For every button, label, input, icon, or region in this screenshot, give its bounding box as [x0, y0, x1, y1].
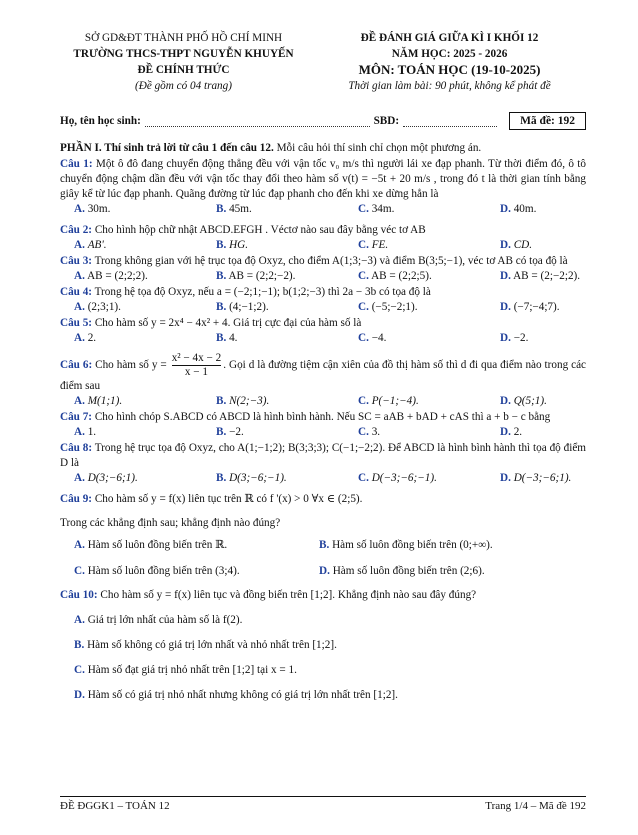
question-7-options [60, 425, 586, 440]
option-b[interactable]: B. N(2;−3). [216, 395, 270, 407]
question-3-options [60, 269, 586, 284]
option-c[interactable]: C. 34m. [358, 203, 395, 215]
time-note: Thời gian làm bài: 90 phút, không kể phát đề [348, 80, 551, 92]
option-d[interactable]: D. AB = (2;−2;2). [500, 270, 581, 282]
exam-title: ĐỀ ĐÁNH GIÁ GIỮA KÌ I KHỐI 12 [360, 32, 539, 44]
question-number: Câu 3: [60, 255, 93, 267]
question-1 [60, 157, 586, 202]
option-a[interactable]: A. 1. [74, 426, 97, 438]
question-number: Câu 10: [60, 589, 98, 601]
student-info-line [60, 110, 586, 132]
option-d[interactable]: D. Hàm số luôn đồng biến trên (2;6). [319, 565, 485, 577]
question-1-options [60, 202, 586, 217]
question-number: Câu 6: [60, 359, 93, 372]
question-number: Câu 5: [60, 317, 93, 329]
fraction-numerator: x² − 4x − 2 [171, 352, 222, 364]
subject-title: MÔN: TOÁN HỌC (19-10-2025) [358, 62, 541, 77]
question-number: Câu 2: [60, 224, 93, 236]
option-c[interactable]: C. AB = (2;2;5). [358, 270, 432, 282]
question-text-b: . Gọi d là đường tiệm cận xiên của đồ thị hàm số thì d đi qua điểm nào trong các điểm sau [60, 359, 587, 392]
sbd-field[interactable] [403, 115, 497, 127]
option-a[interactable]: A. Giá trị lớn nhất của hàm số là f(2). [74, 614, 243, 626]
question-text: Cho hình chóp S.ABCD có ABCD là hình bình hành. Nếu SC = aAB + bAD + cAS thì a + b − c bằng [92, 411, 551, 423]
question-text: Cho hình hộp chữ nhật ABCD.EFGH . Véctơ nào sau đây bằng véc tơ AB [92, 224, 426, 236]
pages-note: (Đề gồm có 04 trang) [135, 80, 232, 92]
fraction [172, 352, 222, 379]
question-9-subtext: Trong các khẳng định sau; khẳng định nào đúng? [60, 517, 281, 529]
question-6-options [60, 394, 586, 409]
option-a[interactable]: A. (2;3;1). [74, 301, 121, 313]
option-c[interactable]: C. −4. [358, 332, 387, 344]
question-10-options [60, 612, 586, 703]
question-text: Cho hàm số y = f(x) liên tục trên ℝ có f '(x) > 0 ∀x ∈ (2;5). [92, 493, 363, 505]
sbd-label: SBD: [373, 115, 400, 127]
official-label: ĐỀ CHÍNH THỨC [137, 64, 230, 76]
option-a[interactable]: A. M(1;1). [74, 395, 123, 407]
option-c[interactable]: C. D(−3;−6;−1). [358, 472, 437, 484]
option-b[interactable]: B. −2. [216, 426, 244, 438]
option-d[interactable]: D. CD. [500, 239, 533, 251]
fraction-denominator: x − 1 [184, 366, 208, 378]
option-d[interactable]: D. −2. [500, 332, 529, 344]
option-b[interactable]: B. HG. [216, 239, 249, 251]
question-6 [60, 352, 586, 394]
option-c[interactable]: C. FE. [358, 239, 389, 251]
school-year: NĂM HỌC: 2025 - 2026 [391, 48, 508, 60]
question-8-options [60, 471, 586, 486]
option-a[interactable]: A. D(3;−6;1). [74, 472, 138, 484]
footer-left: ĐỀ ĐGGK1 – TOÁN 12 [60, 800, 170, 812]
question-9-options [60, 537, 586, 579]
student-name-field[interactable] [145, 115, 370, 127]
page-footer [60, 796, 586, 812]
question-number: Câu 4: [60, 286, 93, 298]
student-name-label: Họ, tên học sinh: [60, 115, 141, 127]
option-b[interactable]: B. D(3;−6;−1). [216, 472, 287, 484]
question-2 [60, 223, 586, 238]
option-a[interactable]: A. Hàm số luôn đồng biến trên ℝ. [74, 539, 228, 551]
exam-code-box: Mã đề: 192 [509, 112, 586, 130]
option-c[interactable]: C. 3. [358, 426, 381, 438]
option-d[interactable]: D. Hàm số có giá trị nhỏ nhất nhưng không có giá trị lớn nhất trên [1;2]. [74, 689, 398, 701]
exam-header [60, 0, 586, 94]
option-c[interactable]: C. (−5;−2;1). [358, 301, 418, 313]
part1-title: PHẦN I. Thí sinh trả lời từ câu 1 đến câu 12. [60, 142, 274, 154]
school-name: TRƯỜNG THCS-THPT NGUYỄN KHUYẾN [73, 48, 294, 60]
question-text: Trong hệ trục tọa độ Oxyz, cho A(1;−1;2); B(3;3;3); C(−1;−2;2). Để ABCD là hình bình hành thì tọa độ điểm D là [60, 442, 586, 469]
footer-right: Trang 1/4 – Mã đề 192 [485, 800, 586, 812]
question-text: Một ô đô đang chuyển động thẳng đều với vận tốc v₀ m/s thì người lái xe đạp phanh. Từ thời điểm đó, ô tô chuyển động chậm dần đều với vận tốc thay đổi theo hàm số v(t) = −5t + 20 m/s , trong đó t là thời gian tính bằng giây kể từ lúc đạp phanh. Quãng đường từ lúc đạp phanh cho đến khi xe dừng hẳn là [60, 158, 586, 200]
question-text: Trong hệ tọa độ Oxyz, nếu a = (−2;1;−1); b(1;2;−3) thì 2a − 3b có tọa độ là [92, 286, 431, 298]
question-10 [60, 588, 586, 603]
department-name: SỞ GD&ĐT THÀNH PHỐ HỒ CHÍ MINH [84, 32, 283, 44]
option-a[interactable]: A. AB = (2;2;2). [74, 270, 148, 282]
question-number: Câu 8: [60, 442, 93, 454]
option-a[interactable]: A. 30m. [74, 203, 111, 215]
question-number: Câu 1: [60, 158, 93, 170]
question-text: Trong không gian với hệ trục tọa độ Oxyz, cho điểm A(1;3;−3) và điểm B(3;5;−1), véc tơ AB có tọa độ là [92, 255, 568, 267]
option-d[interactable]: D. Q(5;1). [500, 395, 547, 407]
question-9 [60, 492, 586, 507]
question-number: Câu 7: [60, 411, 93, 423]
option-a[interactable]: A. 2. [74, 332, 97, 344]
question-4 [60, 285, 586, 300]
question-text: Cho hàm số y = f(x) liên tục và đồng biến trên [1;2]. Khẳng định nào sau đây đúng? [97, 589, 477, 601]
question-4-options [60, 300, 586, 315]
option-b[interactable]: B. 45m. [216, 203, 252, 215]
option-a[interactable]: A. AB'. [74, 239, 107, 251]
option-b[interactable]: B. Hàm số không có giá trị lớn nhất và nhỏ nhất trên [1;2]. [74, 639, 337, 651]
question-5-options [60, 331, 586, 346]
header-left [60, 30, 307, 94]
question-5 [60, 316, 586, 331]
option-c[interactable]: C. P(−1;−4). [358, 395, 419, 407]
question-text-a: Cho hàm số y = [92, 359, 167, 372]
part1-heading [60, 141, 586, 156]
option-b[interactable]: B. AB = (2;2;−2). [216, 270, 296, 282]
question-3 [60, 254, 586, 269]
option-b[interactable]: B. 4. [216, 332, 238, 344]
option-b[interactable]: B. Hàm số luôn đồng biến trên (0;+∞). [319, 539, 493, 551]
option-c[interactable]: C. Hàm số đạt giá trị nhỏ nhất trên [1;2] tại x = 1. [74, 664, 297, 676]
option-d[interactable]: D. D(−3;−6;1). [500, 472, 572, 484]
question-8 [60, 441, 586, 471]
question-text: Cho hàm số y = 2x⁴ − 4x² + 4. Giá trị cực đại của hàm số là [92, 317, 362, 329]
option-b[interactable]: B. (4;−1;2). [216, 301, 269, 313]
option-d[interactable]: D. (−7;−4;7). [500, 301, 560, 313]
option-d[interactable]: D. 40m. [500, 203, 537, 215]
question-number: Câu 9: [60, 493, 93, 505]
header-right [307, 30, 592, 94]
question-2-options [60, 238, 586, 253]
option-c[interactable]: C. Hàm số luôn đồng biến trên (3;4). [74, 565, 240, 577]
part1-desc: Mỗi câu hỏi thí sinh chỉ chọn một phương án. [273, 142, 482, 154]
question-7 [60, 410, 586, 425]
option-d[interactable]: D. 2. [500, 426, 523, 438]
